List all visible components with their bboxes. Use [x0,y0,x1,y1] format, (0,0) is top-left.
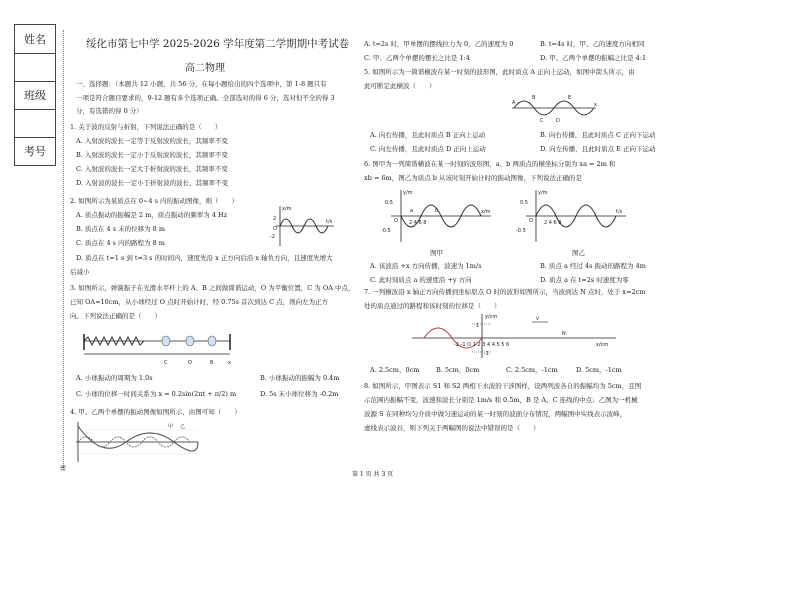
axis-label-x: t/s [616,209,623,215]
q6-figure-jia [381,186,495,248]
class-field[interactable] [15,110,55,136]
exam-title: 绥化市第七中学 2025-2026 学年度第二学期期中考试卷 [86,38,350,50]
tick-label: -0.5 [516,228,526,234]
tick-label: 2 [273,216,277,222]
q1-option-b[interactable]: B. 入射波的波长一定小于反射波的波长，其频率不变 [76,151,228,159]
q2-option-d[interactable]: D. 质点在 t=1 s 到 t=3 s 的时间内，速度先沿 x 正方向后沿 x 轴负方向，且速度先增大 [76,254,333,262]
q4-pendulum-graph [72,420,202,464]
section-intro: 分，有选错的得 0 分） [76,107,143,115]
q6-option-a[interactable]: A. 该波沿 +x 方向传播，波速为 1m/s [370,262,482,270]
q4-option-b[interactable]: B. t=4s 时，甲、乙的速度方向相同 [540,40,645,48]
q3-option-c[interactable]: C. 小球的位移一时间关系为 x = 0.2sin(2πt + π/2) m [76,390,237,398]
q7-stem: 7. 一列横波沿 x 轴正方向传播到坐标原点 O 时的波形如图所示，当波到达 N 点时，处于 x=2cm [364,288,646,296]
axis-label-x: x/cm [596,342,609,348]
q2-option-d-cont: 后减小 [70,268,90,276]
q3-stem: 3. 如图所示，弹簧振子在光滑水平杆上的 A、B 之间做简谐运动，O 为平衡位置，C 为 OA 中点， [70,284,355,292]
q3-option-b[interactable]: B. 小球振动的振幅为 0.4m [260,374,340,382]
point-label-o: O [188,360,192,366]
point-label-b: b [435,208,439,214]
q4-option-d[interactable]: D. 甲、乙两个单摆的振幅之比是 4:1 [540,54,647,62]
q7-stem: 处的质点通过的路程和该时刻的位移是（ ） [364,302,501,310]
class-label: 班级 [24,89,46,102]
q5-option-d[interactable]: D. 向左传播，且此时质点 E 正向下运动 [540,145,656,153]
axis-label-y: y/cm [485,314,498,320]
q5-option-b[interactable]: B. 向右传播，且此时质点 C 正向下运动 [540,131,656,139]
q7-option-a[interactable]: A. 2.5cm，0cm [370,366,420,374]
q1-stem: 1. 关于波的反射与折射，下列说法正确的是（ ） [70,123,222,131]
q1-option-d[interactable]: D. 入射波的波长一定小于折射波的波长，其频率不变 [76,179,229,187]
tick-label: -1 [484,351,489,357]
q2-option-c[interactable]: C. 质点在 4 s 内的路程为 8 m [76,239,165,247]
divider [15,137,55,138]
series-label-yi: 乙 [180,424,186,430]
page-number: 第 1 页 共 3 页 [352,471,394,478]
q8-stem: 波源 S 在同种均匀介质中做匀速运动的某一时刻的波面分布情况，两幅图中实线表示波峰， [364,410,627,418]
q8-stem: 虚线表示波谷，则下列关于两幅图的说法中错误的是（ ） [364,424,540,432]
figure-caption: 图乙 [572,249,585,257]
q4-option-c[interactable]: C. 甲、乙两个单摆的摆长之比是 1:4 [364,54,470,62]
series-label-jia: 甲 [168,424,174,430]
seal-line [63,30,64,470]
q6-option-d[interactable]: D. 质点 a 在 t=2s 时速度为零 [540,276,629,284]
q3-option-d[interactable]: D. 5s 末小球位移为 -0.2m [260,390,339,398]
graph-y-label: x/m [282,206,292,212]
point-label-b: B [210,360,214,366]
axis-label-y: y/m [403,190,413,196]
q6-figure-yi [516,186,630,248]
q8-stem: 8. 如图所示，甲图表示 S1 和 S2 两相干水波的干涉图样，设两列波各自的振幅均为 5cm，且图 [364,382,642,390]
q7-option-d[interactable]: D. 5cm，-1cm [576,366,622,374]
tick-label: -0.5 [381,228,391,234]
point-label-c: C [540,118,544,124]
point-label-c: C [164,360,168,366]
point-label-n: N [562,331,566,337]
graph-x-label: t/s [326,219,333,225]
q3-stem: 已知 OA=10cm，从小球经过 O 点时开始计时，经 0.75s 首次到达 C 点，则向左为正方 [70,298,329,306]
q3-spring-figure [80,330,240,370]
axis-label-x: x/m [481,209,491,215]
point-label-e: E [568,95,572,101]
q3-stem: 向。下列说法正确的是（ ） [70,312,161,320]
tick-label: 1 [476,323,480,329]
tick-labels: 2 4 6 8 [409,220,427,226]
q6-stem: xb = 6m，图乙为质点 b 从该时刻开始计时的振动图像，下列说法正确的是 [364,174,582,182]
q5-stem: 5. 如图所示为一简谐横波在某一时刻的波形图，此时质点 A 正向上运动，如图中箭头所示，由 [364,68,635,76]
q4-stem: 4. 甲、乙两个单摆的振动图像如图所示，由图可知（ ） [70,408,241,416]
q2-stem: 2. 如图所示为某质点在 0~4 s 内的振动图像，则（ ） [70,197,239,205]
origin-label: O [529,218,533,224]
origin-label: O [394,218,398,224]
q6-stem: 6. 图甲为一列简谐横波在某一时刻的波形图，a、b 两质点的横坐标分别为 xa = 2m 和 [364,160,616,168]
tick-label: 0.5 [385,200,393,206]
section-intro: 一、选择题：（本题共 12 小题，共 56 分，在每小题给出的四个选项中，第 1-8 题只有 [76,80,327,88]
point-label-b: B [532,95,536,101]
q7-wave-graph [410,312,620,360]
q2-option-a[interactable]: A. 质点振动的振幅是 2 m，质点振动的频率为 4 Hz [76,211,228,219]
q8-stem: 示范围内振幅不变，波速和波长分别是 1m/s 和 0.5m，B 是 A、C 连线的中点；乙图为一机械 [364,396,638,404]
tick-label: -2 [270,234,275,240]
q1-option-a[interactable]: A. 入射波的波长一定等于反射波的波长，其频率不变 [76,137,228,145]
q3-option-a[interactable]: A. 小球振动的周期为 1.0s [76,374,153,382]
point-label-a: A [512,100,516,106]
seal-mark: 密 [60,465,67,472]
subject-title: 高二物理 [185,63,225,74]
axis-label-x: x [228,360,231,366]
tick-label: 0.5 [520,200,528,206]
q2-option-b[interactable]: B. 质点在 4 s 末的位移为 8 m [76,225,166,233]
q5-stem: 此可断定此横波（ ） [364,82,436,90]
divider [15,81,55,82]
tick-labels: -2 -1 O 1 2 3 4 4.5 5 6 [454,342,510,348]
axis-label-y: y/m [538,190,548,196]
student-info-box [14,24,56,166]
q4-option-a[interactable]: A. t=2s 时，甲单摆的摆线拉力为 0，乙的速度为 0 [364,40,514,48]
point-label-a: a [410,208,414,214]
velocity-label: v [536,316,539,322]
figure-caption: 图甲 [430,249,443,257]
q2-vibration-graph [268,204,338,248]
q5-wave-figure [510,94,600,126]
origin-label: O [273,226,277,232]
tick-labels: 2 4 6 8 [544,220,562,226]
point-label-d: D [556,118,560,124]
name-label: 姓名 [24,33,46,46]
q7-option-c[interactable]: C. 2.5cm，-1cm [506,366,558,374]
name-field[interactable] [15,54,55,80]
exam-number-label: 考号 [24,145,46,158]
q6-option-c[interactable]: C. 此时刻质点 a 的速度沿 +y 方向 [370,276,472,284]
q5-option-c[interactable]: C. 向左传播，且此时质点 D 正向上运动 [370,145,486,153]
q7-option-b[interactable]: B. 5cm，0cm [436,366,480,374]
q6-option-b[interactable]: B. 质点 a 经过 4s 振动的路程为 4m [540,262,646,270]
section-intro: 一项是符合题目要求的，9-12 题有多个选项正确。全部选对的得 6 分，选对但不全的得 3 [76,94,335,102]
axis-label-x: x [594,102,597,108]
q5-option-a[interactable]: A. 向右传播，且此时质点 B 正向上运动 [370,131,486,139]
q1-option-c[interactable]: C. 入射波的波长一定大于折射波的波长，其频率不变 [76,165,228,173]
